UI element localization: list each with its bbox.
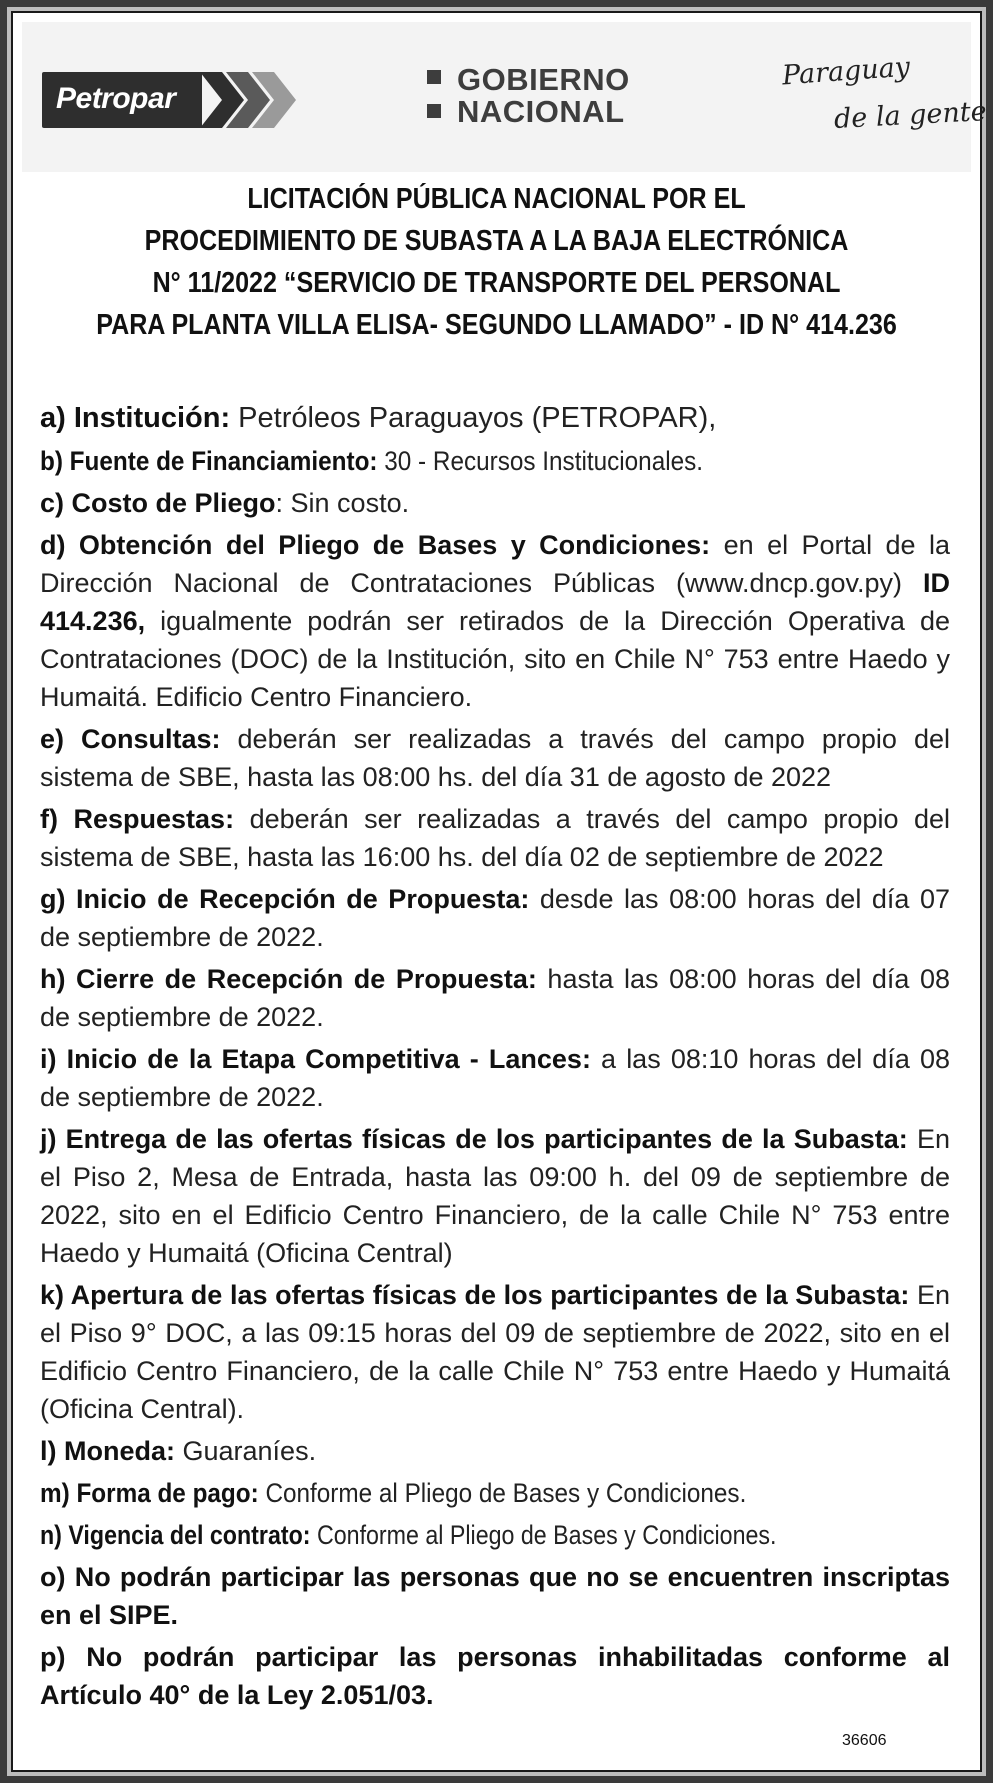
item-text: hasta las 08:00 horas del día 08 de septiembre de 2022. [40,964,950,1032]
item-etapa-competitiva [40,1040,950,1116]
item-text: Petróleos Paraguayos (PETROPAR), [230,402,717,434]
title-line: N° 11/2022 “SERVICIO DE TRANSPORTE DEL PERSONAL [152,267,841,299]
ad-code: 36606 [842,1732,887,1749]
petropar-logo [42,72,312,128]
item-label: i) Inicio de la Etapa Competitiva - Lances: [40,1044,591,1074]
title-line: PARA PLANTA VILLA ELISA- SEGUNDO LLAMADO” - ID N° 414.236 [96,309,897,341]
logo-header [22,22,988,172]
item-institucion [40,398,950,438]
notice-body [40,398,950,1718]
item-consultas [40,720,950,796]
chevrons-icon [200,72,310,128]
petropar-logo-box [42,72,202,128]
paraguay-logo-line2: de la gente [833,96,988,135]
notice-title [79,178,914,346]
item-financiamiento [40,442,859,480]
item-text: en el Portal de la Dirección Nacional de Contrataciones Públicas (www.dncp.gov.py) [40,530,950,598]
item-label: f) Respuestas: [40,804,235,834]
item-label: h) Cierre de Recepción de Propuesta: [40,964,537,994]
item-text: : Sin costo. [275,488,410,518]
item-id-label: ID 414.236, [40,568,950,636]
item-label: d) Obtención del Pliego de Bases y Condiciones: [40,530,711,560]
title-line: PROCEDIMIENTO DE SUBASTA A LA BAJA ELECTRÓNICA [144,225,849,257]
item-costo-pliego [40,484,950,522]
item-label: p) No podrán participar las personas inhabilitadas conforme al Artículo 40° de la Ley 2.051/03. [40,1642,950,1710]
gobierno-square-icon [427,70,441,84]
petropar-logo-text: Petropar [56,82,176,115]
item-text: deberán ser realizadas a través del campo propio del sistema de SBE, hasta las 16:00 hs. del día 02 de septiembre de 2022 [40,804,951,872]
item-label: j) Entrega de las ofertas físicas de los participantes de la Subasta: [40,1124,908,1154]
item-text: desde las 08:00 horas del día 07 de septiembre de 2022. [40,884,950,952]
item-label: e) Consultas: [40,724,221,754]
paraguay-logo-line1: Paraguay [781,51,912,92]
item-label: g) Inicio de Recepción de Propuesta: [40,884,530,914]
item-text: igualmente podrán ser retirados de la Dirección Operativa de Contrataciones (DOC) de la Institución, sito en Chile N° 753 entre Haedo y Humaitá. Edificio Centro Financiero. [40,606,950,712]
item-text: 30 - Recursos Institucionales. [377,446,704,476]
item-apertura-ofertas [40,1276,950,1428]
item-text: En el Piso 9° DOC, a las 09:15 horas del 09 de septiembre de 2022, sito en el Edificio Centro Financiero, de la calle Chile N° 753 entre Haedo y Humaitá (Oficina Central). [40,1280,951,1424]
item-vigencia-contrato [40,1516,823,1554]
item-text: a las 08:10 horas del día 08 de septiembre de 2022. [40,1044,950,1112]
item-inicio-recepcion [40,880,950,956]
item-text: Guaraníes. [175,1436,317,1466]
paraguay-de-la-gente-logo [781,51,988,152]
item-obtencion-pliego [40,526,950,716]
gobierno-square-icon [427,104,441,118]
item-label: k) Apertura de las ofertas físicas de los participantes de la Subasta: [40,1280,910,1310]
item-cierre-recepcion [40,960,950,1036]
title-line: LICITACIÓN PÚBLICA NACIONAL POR EL [247,183,746,215]
gobierno-line1: GOBIERNO [457,62,630,97]
item-restriccion-inhabilitados [40,1638,950,1714]
item-text: Conforme al Pliego de Bases y Condiciones. [310,1520,777,1550]
item-restriccion-sipe [40,1558,950,1634]
item-respuestas [40,800,950,876]
item-forma-pago [40,1474,859,1512]
item-entrega-ofertas [40,1120,950,1272]
item-text: En el Piso 2, Mesa de Entrada, hasta las 09:00 h. del 09 de septiembre de 2022, sito en el Edificio Centro Financiero, de la calle Chile N° 753 entre Haedo y Humaitá (Oficina Central) [40,1124,950,1268]
item-label: n) Vigencia del contrato: [40,1520,311,1550]
item-label: o) No podrán participar las personas que no se encuentren inscriptas en el SIPE. [40,1562,950,1630]
item-label: c) Costo de Pliego [40,488,276,518]
gobierno-line2: NACIONAL [457,94,625,129]
item-label: m) Forma de pago: [40,1478,259,1508]
item-text: Conforme al Pliego de Bases y Condiciones. [258,1478,747,1508]
item-label: b) Fuente de Financiamiento: [40,446,378,476]
item-label: a) Institución: [40,402,231,434]
item-label: l) Moneda: [40,1436,175,1466]
item-text: deberán ser realizadas a través del campo propio del sistema de SBE, hasta las 08:00 hs. del día 31 de agosto de 2022 [40,724,950,792]
item-moneda [40,1432,950,1470]
